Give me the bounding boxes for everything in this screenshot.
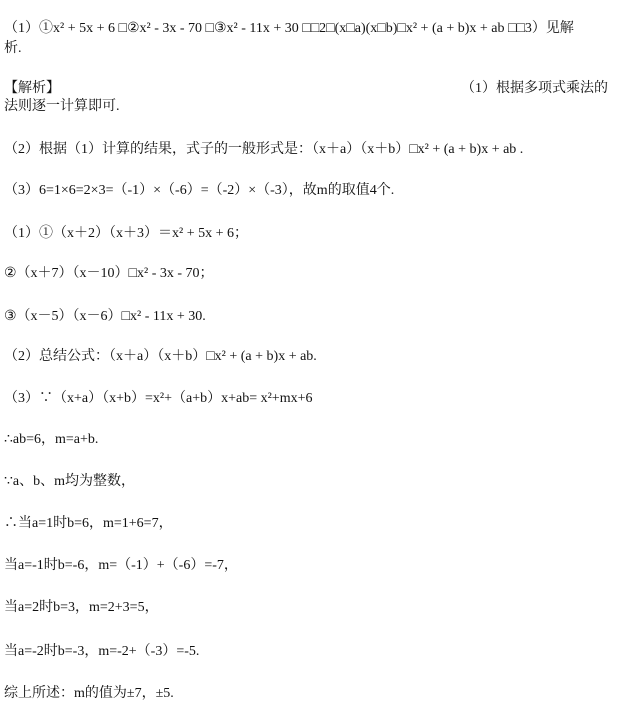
step-2: （2）根据（1）计算的结果，式子的一般形式是：（x＋a）（x＋b）□x² + (a + b)x + ab . — [4, 142, 524, 157]
answer-9: 当a=-1时b=-6，m=（-1）+（-6）=-7， — [4, 558, 238, 573]
step-3: （3）6=1×6=2×3=（-1）×（-6）=（-2）×（-3），故m的取值4个. — [4, 183, 395, 198]
question-line-1-cont: 析. — [4, 41, 22, 56]
answer-5: （3）∵（x+a）（x+b）=x²+（a+b）x+ab= x²+mx+6 — [4, 391, 313, 406]
analysis-row — [4, 80, 618, 98]
answer-6: ∴ab=6，m=a+b. — [4, 432, 99, 447]
answer-4: （2）总结公式：（x＋a）（x＋b）□x² + (a + b)x + ab. — [4, 349, 317, 364]
question-line-1: （1）①x² + 5x + 6 □②x² - 3x - 70 □③x² - 11x + 30 □□2□(x□a)(x□b)□x² + (a + b)x + ab □□3）见解 — [4, 21, 574, 36]
analysis-label: 【解析】 — [4, 81, 60, 96]
answer-11: 当a=-2时b=-3，m=-2+（-3）=-5. — [4, 644, 200, 659]
answer-12: 综上所述：m的值为±7，±5. — [4, 686, 174, 701]
answer-1: （1）①（x＋2）（x＋3）＝x² + 5x + 6； — [4, 226, 248, 241]
answer-7: ∵a、b、m均为整数， — [4, 474, 136, 489]
answer-10: 当a=2时b=3，m=2+3=5， — [4, 600, 159, 615]
analysis-right-text: （1）根据多项式乘法的 — [461, 81, 608, 96]
analysis-cont: 法则逐一计算即可. — [4, 99, 120, 114]
answer-3: ③（x－5）（x－6）□x² - 11x + 30. — [4, 309, 206, 324]
answer-8: ∴当a=1时b=6，m=1+6=7， — [4, 516, 173, 531]
answer-2: ②（x＋7）（x－10）□x² - 3x - 70； — [4, 266, 214, 281]
